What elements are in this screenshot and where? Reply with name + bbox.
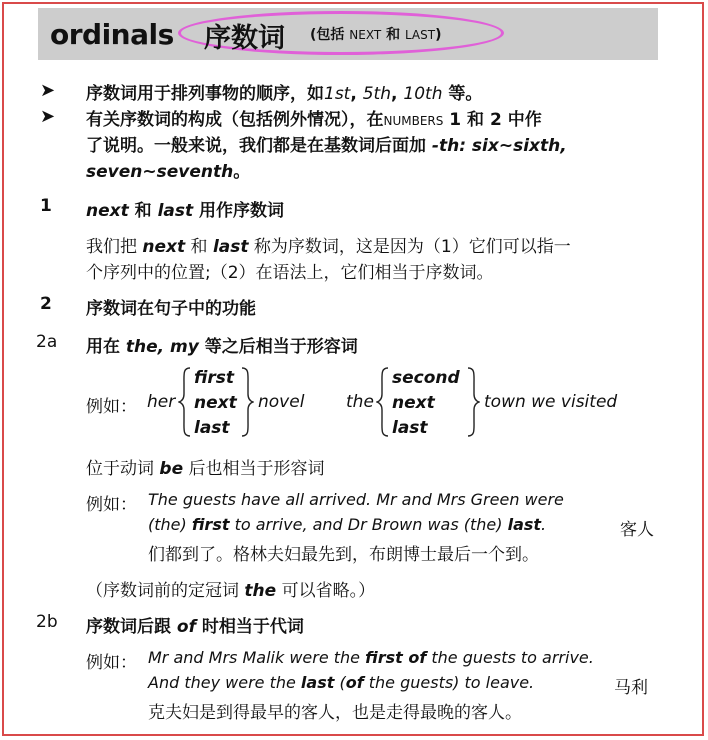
section-2-title: 序数词在句子中的功能 [86,299,256,319]
example-label: 例如： [86,397,137,417]
bullet-marker: ➤ [40,80,56,101]
example-2-prefix: the [346,392,374,412]
example-4-line-2: And they were the last (of the guests) to leave. [148,673,535,692]
option-word: next [194,393,237,413]
example-label: 例如： [86,495,137,515]
section-1-title: next 和 last 用作序数词 [86,201,285,221]
left-brace [178,366,192,438]
option-word: last [194,418,230,438]
example-4-line-2-cn: 马利 [614,678,648,698]
header-subtitle: (包括 NEXT 和 LAST) [310,27,442,43]
section-2a-title: 用在 the, my 等之后相当于形容词 [86,337,358,357]
bullet-1-text: 序数词用于排列事物的顺序，如1st, 5th, 10th 等。 [86,84,483,104]
example-1-suffix: novel [258,392,305,412]
section-number: 2a [36,332,58,352]
option-word: next [392,393,435,413]
left-brace [376,366,390,438]
section-number: 2b [36,612,58,632]
example-3-line-2-cn: 客人 [620,520,654,540]
right-brace [240,366,254,438]
bullet-2-line-3: seven~seventh。 [86,162,251,182]
example-4-line-3: 克夫妇是到得最早的客人，也是走得最晚的客人。 [148,703,522,723]
be-usage-line: 位于动词 be 后也相当于形容词 [86,459,325,479]
header-title: ordinals [50,18,174,51]
ordinal-options-2 [392,366,460,441]
example-1-prefix: her [147,392,176,412]
example-3-line-1: The guests have all arrived. Mr and Mrs Green were [148,490,564,509]
section-header [38,8,658,60]
bullet-2-line-1: 有关序数词的构成（包括例外情况），在NUMBERS 1 和 2 中作 [86,110,542,130]
header-chinese-title: 序数词 [204,23,285,54]
example-2-suffix: town we visited [484,392,618,412]
section-1-paragraph-line-2: 个序列中的位置;（2）在语法上，它们相当于序数词。 [86,263,494,283]
section-number: 1 [40,196,52,216]
article-note: （序数词前的定冠词 the 可以省略。） [86,581,376,601]
section-number: 2 [40,294,52,314]
bullet-2-line-2: 了说明。一般来说，我们都是在基数词后面加 -th: six~sixth, [86,136,567,156]
bullet-marker: ➤ [40,106,56,127]
option-word: second [392,368,460,388]
option-word: last [392,418,428,438]
option-word: first [194,368,235,388]
example-3-line-3: 们都到了。格林夫妇最先到，布朗博士最后一个到。 [148,545,539,565]
right-brace [466,366,480,438]
section-1-paragraph-line-1: 我们把 next 和 last 称为序数词，这是因为（1）它们可以指一 [86,237,571,257]
ordinal-options-1 [194,366,237,441]
example-4-line-1: Mr and Mrs Malik were the first of the guests to arrive. [148,648,594,667]
example-3-line-2: (the) first to arrive, and Dr Brown was (the) last. [148,515,547,534]
section-2b-title: 序数词后跟 of 时相当于代词 [86,617,304,637]
example-label: 例如： [86,653,137,673]
